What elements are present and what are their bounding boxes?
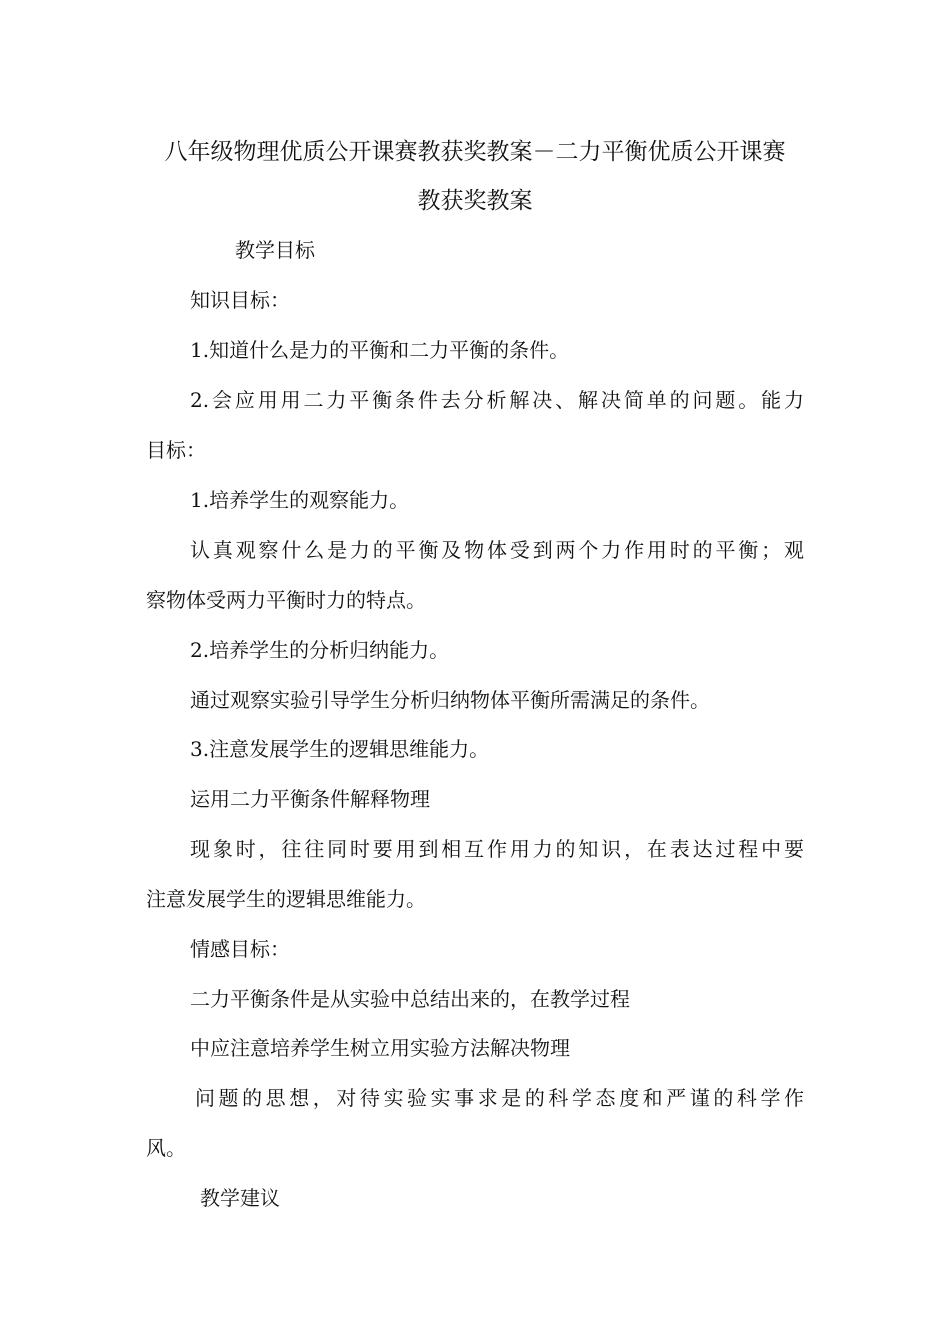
paragraph-line: 1.知道什么是力的平衡和二力平衡的条件。	[190, 338, 570, 362]
paragraph-line: 中应注意培养学生树立用实验方法解决物理	[190, 1036, 570, 1060]
paragraph-line: 3.注意发展学生的逻辑思维能力。	[190, 737, 490, 761]
paragraph-line: 二力平衡条件是从实验中总结出来的，在教学过程	[190, 987, 630, 1011]
paragraph-line: 2.培养学生的分析归纳能力。	[190, 638, 450, 662]
section-heading-teaching-suggestions: 教学建议	[200, 1186, 280, 1210]
paragraph-line: 运用二力平衡条件解释物理	[190, 787, 430, 811]
paragraph-line: 认真观察什么是力的平衡及物体受到两个力作用时的平衡；观	[190, 538, 804, 562]
paragraph-line: 风。	[146, 1136, 186, 1160]
paragraph-line: 2.会应用用二力平衡条件去分析解决、解决简单的问题。能力	[190, 388, 804, 412]
paragraph-line: 注意发展学生的逻辑思维能力。	[146, 887, 426, 911]
paragraph-line: 目标：	[146, 438, 206, 462]
section-heading-teaching-goals: 教学目标	[235, 238, 315, 262]
paragraph-line: 现象时，往往同时要用到相互作用力的知识，在表达过程中要	[190, 837, 804, 861]
paragraph-line: 问题的思想，对待实验实事求是的科学态度和严谨的科学作	[195, 1086, 804, 1110]
subheading-emotional-goals: 情感目标：	[190, 937, 290, 961]
document-title-line-1: 八年级物理优质公开课赛教获奖教案－二力平衡优质公开课赛	[164, 139, 786, 165]
document-title-line-2: 教获奖教案	[417, 188, 533, 214]
paragraph-line: 通过观察实验引导学生分析归纳物体平衡所需满足的条件。	[190, 688, 710, 712]
paragraph-line: 1.培养学生的观察能力。	[190, 488, 410, 512]
paragraph-line: 察物体受两力平衡时力的特点。	[146, 588, 426, 612]
subheading-knowledge-goals: 知识目标：	[190, 288, 290, 312]
